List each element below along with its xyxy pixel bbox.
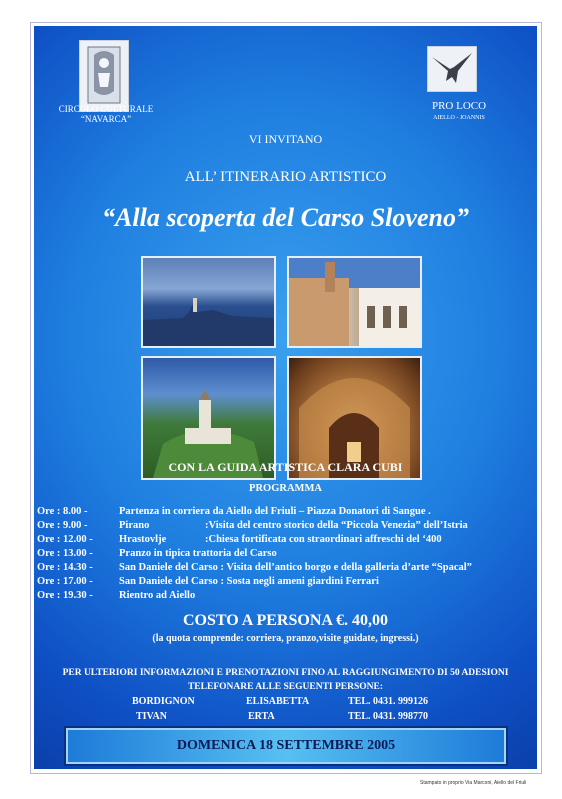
cost-text: COSTO A PERSONA €. 40,00: [182, 612, 389, 629]
schedule-row: Ore : 13.00 - Pranzo in tipica trattoria del Carso: [37, 548, 277, 559]
schedule-row: Ore : 19.30 - Rientro ad Aiello: [37, 590, 196, 601]
photo-pirano-buildings: [287, 256, 422, 348]
navarca-logo: [79, 40, 129, 112]
event-title: “Alla scoperta del Carso Sloveno”: [102, 203, 469, 232]
left-org-line2: “NAVARCA”: [80, 114, 132, 124]
schedule-row: Ore : 9.00 - Pirano :Visita del centro storico della “Piccola Venezia” dell’Istria: [37, 520, 468, 531]
schedule-row: Ore : 17.00 - San Daniele del Carso : Sosta negli ameni giardini Ferrari: [37, 576, 379, 587]
subtitle-text: ALL’ ITINERARIO ARTISTICO: [184, 169, 387, 185]
schedule-row: Ore : 8.00 - Partenza in corriera da Aiello del Friuli – Piazza Donatori di Sangue .: [37, 506, 431, 517]
contact-name: ELISABETTA: [246, 696, 310, 707]
info-line1: PER ULTERIORI INFORMAZIONI E PRENOTAZIONI FINO AL RAGGIUNGIMENTO DI 50 ADESIONI: [62, 668, 509, 678]
contact-tel: TEL. 0431. 999126: [348, 696, 429, 707]
guide-text: CON LA GUIDA ARTISTICA CLARA CUBI: [168, 460, 403, 474]
event-date-banner: [64, 726, 508, 766]
event-date: DOMENICA 18 SETTEMBRE 2005: [176, 738, 396, 753]
left-org-line1: CIRCOLO CULTURALE: [58, 104, 154, 114]
footer-note: Stampato in proprio Via Marconi, Aiello del Friuli: [420, 780, 527, 786]
programma-heading: PROGRAMMA: [249, 483, 322, 494]
eagle-icon: [432, 53, 472, 83]
schedule-row: Ore : 14.30 - San Daniele del Carso : Visita dell’antico borgo e della galleria d’arte “Spacal”: [37, 562, 472, 573]
right-org-line2: AIELLO - JOANNIS: [433, 115, 485, 121]
contact-surname: BORDIGNON: [132, 696, 195, 707]
contact-name: ERTA: [248, 711, 275, 722]
right-org-line1: PRO LOCO: [431, 100, 487, 112]
schedule-row: Ore : 12.00 - Hrastovlje :Chiesa fortificata con straordinari affreschi del ‘400: [37, 534, 442, 545]
cost-note: (la quota comprende: corriera, pranzo,visite guidate, ingressi.): [152, 633, 419, 644]
contact-surname: TIVAN: [136, 711, 167, 722]
invite-text: VI INVITANO: [248, 132, 323, 146]
photo-pirano-coast: [141, 256, 276, 348]
contact-tel: TEL. 0431. 998770: [348, 711, 429, 722]
poster: [34, 26, 537, 769]
info-line2: TELEFONARE ALLE SEGUENTI PERSONE:: [187, 682, 384, 692]
pro-loco-logo: [427, 46, 477, 92]
